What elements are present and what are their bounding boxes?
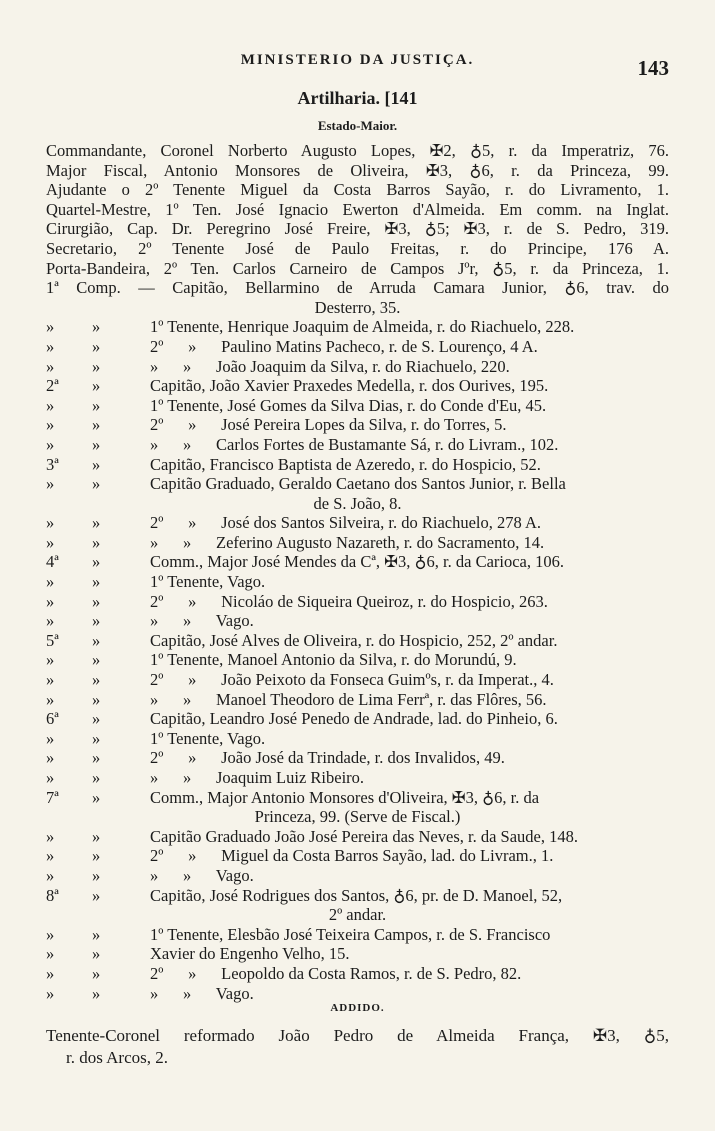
- company-marker: »: [46, 924, 55, 944]
- text-line: Major Fiscal, Antonio Monsores de Oliveira, ✠3, ♁6, r. da Princeza, 99.: [46, 160, 669, 180]
- ditto-marker: »: [92, 748, 101, 768]
- ditto-marker: »: [92, 963, 101, 983]
- ditto-marker: »: [92, 611, 101, 631]
- ditto-marker: »: [92, 376, 101, 396]
- company-row: [0, 415, 715, 435]
- company-marker: 4ª: [46, 552, 59, 572]
- company-row: [0, 827, 715, 847]
- entry-text: » » Vago.: [150, 865, 254, 885]
- company-row: [0, 866, 715, 886]
- company-marker: »: [46, 963, 55, 983]
- ditto-marker: »: [92, 728, 101, 748]
- company-row: [0, 925, 715, 945]
- company-row: [0, 944, 715, 964]
- company-row: [0, 376, 715, 396]
- entry-text: Capitão, João Xavier Praxedes Medella, r. dos Ourives, 195.: [150, 376, 549, 396]
- entry-text: 1º Tenente, Elesbão José Teixeira Campos, r. de S. Francisco: [150, 924, 551, 944]
- company-row: [0, 513, 715, 533]
- company-marker: »: [46, 591, 55, 611]
- entry-text: Capitão, José Rodrigues dos Santos, ♁6, pr. de D. Manoel, 52,: [150, 885, 563, 905]
- ditto-marker: »: [92, 689, 101, 709]
- entry-text: Capitão, Francisco Baptista de Azeredo, r. do Hospicio, 52.: [150, 454, 541, 474]
- entry-text: » » João Joaquim da Silva, r. do Riachuelo, 220.: [150, 356, 510, 376]
- ditto-marker: »: [92, 630, 101, 650]
- entry-text: » » Manoel Theodoro de Lima Ferrª, r. das Flôres, 56.: [150, 689, 547, 709]
- company-marker: 2ª: [46, 376, 59, 396]
- entry-text: Capitão, José Alves de Oliveira, r. do Hospicio, 252, 2º andar.: [150, 630, 558, 650]
- text-line: Ajudante o 2º Tenente Miguel da Costa Barros Sayão, r. do Livramento, 1.: [46, 180, 669, 200]
- company-row: [0, 670, 715, 690]
- ditto-marker: »: [92, 336, 101, 356]
- continuation-line: Desterro, 35.: [314, 297, 401, 317]
- company-row: [0, 788, 715, 808]
- addido-line-1: Tenente-Coronel reformado João Pedro de Almeida França, ✠3, ♁5,: [46, 1026, 669, 1045]
- entry-text: Capitão Graduado João José Pereira das Neves, r. da Saude, 148.: [150, 826, 578, 846]
- entry-text: Comm., Major José Mendes da Cª, ✠3, ♁6, r. da Carioca, 106.: [150, 552, 565, 572]
- entry-text: Capitão, Leandro José Penedo de Andrade, lad. do Pinheio, 6.: [150, 709, 558, 729]
- company-row: [0, 474, 715, 494]
- entry-text: 1º Tenente, Manoel Antonio da Silva, r. do Morundú, 9.: [150, 650, 517, 670]
- ditto-marker: »: [92, 591, 101, 611]
- ditto-marker: »: [92, 709, 101, 729]
- ditto-marker: »: [92, 395, 101, 415]
- ditto-marker: »: [92, 513, 101, 533]
- entry-text: 2º » Nicoláo de Siqueira Queiroz, r. do Hospicio, 263.: [150, 591, 548, 611]
- entry-text: 1º Tenente, José Gomes da Silva Dias, r. do Conde d'Eu, 45.: [150, 395, 547, 415]
- entry-text: Xavier do Engenho Velho, 15.: [150, 944, 350, 964]
- entry-text: 2º » Leopoldo da Costa Ramos, r. de S. Pedro, 82.: [150, 963, 522, 983]
- company-marker: »: [46, 572, 55, 592]
- continuation-line: de S. João, 8.: [313, 493, 402, 513]
- text-line: Porta-Bandeira, 2º Ten. Carlos Carneiro de Campos Jºr, ♁5, r. da Princeza, 1.: [46, 258, 669, 278]
- company-row: [0, 729, 715, 749]
- ditto-marker: »: [92, 434, 101, 454]
- company-marker: »: [46, 415, 55, 435]
- company-row: [0, 709, 715, 729]
- company-marker: »: [46, 611, 55, 631]
- company-marker: »: [46, 513, 55, 533]
- company-marker: 5ª: [46, 630, 59, 650]
- company-marker: »: [46, 983, 55, 1003]
- ditto-marker: »: [92, 532, 101, 552]
- company-marker: »: [46, 395, 55, 415]
- company-row: [0, 396, 715, 416]
- company-marker: 6ª: [46, 709, 59, 729]
- company-row: [0, 631, 715, 651]
- entry-text: 2º » José dos Santos Silveira, r. do Riachuelo, 278 A.: [150, 513, 542, 533]
- entry-text: » » Joaquim Luiz Ribeiro.: [150, 768, 365, 787]
- company-row: [0, 455, 715, 475]
- ditto-marker: »: [92, 983, 101, 1003]
- entry-text: 1º Tenente, Henrique Joaquim de Almeida, r. do Riachuelo, 228.: [150, 317, 575, 337]
- company-row: [0, 984, 715, 1004]
- company-marker: »: [46, 865, 55, 885]
- company-row: [0, 846, 715, 866]
- text-line: Quartel-Mestre, 1º Ten. José Ignacio Ewerton d'Almeida. Em comm. na Inglat.: [46, 199, 669, 219]
- ditto-marker: »: [92, 317, 101, 337]
- company-marker: »: [46, 768, 55, 787]
- company-marker: 7ª: [46, 787, 59, 807]
- continuation-line: 2º andar.: [328, 905, 387, 925]
- ditto-marker: »: [92, 924, 101, 944]
- ditto-marker: »: [92, 415, 101, 435]
- entry-text: » » Vago.: [150, 983, 254, 1003]
- page-header: [0, 52, 715, 80]
- entry-text: 2º » Paulino Matins Pacheco, r. de S. Lourenço, 4 A.: [150, 336, 538, 356]
- ditto-marker: »: [92, 552, 101, 572]
- company-marker: »: [46, 650, 55, 670]
- entry-text: 2º » João Peixoto da Fonseca Guimºs, r. da Imperat., 4.: [150, 670, 554, 690]
- entry-text: 2º » José Pereira Lopes da Silva, r. do Torres, 5.: [150, 415, 507, 435]
- company-marker: »: [46, 826, 55, 846]
- company-marker: »: [46, 336, 55, 356]
- text-line: Cirurgião, Cap. Dr. Peregrino José Freire, ✠3, ♁5; ✠3, r. de S. Pedro, 319.: [46, 219, 669, 239]
- ditto-marker: »: [92, 572, 101, 592]
- text-body: [0, 141, 715, 1003]
- company-marker: »: [46, 532, 55, 552]
- ditto-marker: »: [92, 787, 101, 807]
- entry-text: » » Zeferino Augusto Nazareth, r. do Sacramento, 14.: [150, 532, 545, 552]
- company-row: [0, 886, 715, 906]
- company-marker: »: [46, 846, 55, 866]
- company-row: [0, 650, 715, 670]
- company-marker: »: [46, 728, 55, 748]
- company-row: [0, 337, 715, 357]
- company-marker: »: [46, 317, 55, 337]
- entry-text: » » Vago.: [150, 611, 254, 631]
- entry-text: Capitão Graduado, Geraldo Caetano dos Santos Junior, r. Bella: [150, 474, 566, 494]
- company-marker: »: [46, 434, 55, 454]
- subsection-title: Estado-Maior.: [317, 118, 398, 133]
- company-marker: »: [46, 474, 55, 494]
- company-row: [0, 690, 715, 710]
- entry-text: 1º Tenente, Vago.: [150, 728, 266, 748]
- entry-text: 2º » João José da Trindade, r. dos Invalidos, 49.: [150, 748, 505, 768]
- company-row: [0, 552, 715, 572]
- text-line: Commandante, Coronel Norberto Augusto Lopes, ✠2, ♁5, r. da Imperatriz, 76.: [46, 141, 669, 160]
- section-title: Artilharia. [141: [297, 88, 418, 108]
- entry-text: » » Carlos Fortes de Bustamante Sá, r. do Livram., 102.: [150, 434, 559, 454]
- running-title: MINISTERIO DA JUSTIÇA.: [240, 52, 475, 68]
- addido-entry: [46, 1025, 669, 1069]
- company-row: [0, 572, 715, 592]
- ditto-marker: »: [92, 944, 101, 964]
- ditto-marker: »: [92, 885, 101, 905]
- company-row: [0, 533, 715, 553]
- company-row: [0, 964, 715, 984]
- company-marker: »: [46, 670, 55, 690]
- company-row: [0, 435, 715, 455]
- ditto-marker: »: [92, 865, 101, 885]
- company-row: [0, 611, 715, 631]
- addido-line-2: r. dos Arcos, 2.: [66, 1048, 168, 1067]
- ditto-marker: »: [92, 650, 101, 670]
- page-number: 143: [637, 56, 669, 80]
- company-row: [0, 317, 715, 337]
- ditto-marker: »: [92, 454, 101, 474]
- company-marker: 3ª: [46, 454, 59, 474]
- company-marker: »: [46, 944, 55, 964]
- ditto-marker: »: [92, 768, 101, 787]
- company-row: [0, 357, 715, 377]
- ditto-marker: »: [92, 846, 101, 866]
- entry-text: 2º » Miguel da Costa Barros Sayão, lad. do Livram., 1.: [150, 846, 554, 866]
- company-marker: »: [46, 689, 55, 709]
- ditto-marker: »: [92, 826, 101, 846]
- ditto-marker: »: [92, 670, 101, 690]
- entry-text: 1º Tenente, Vago.: [150, 572, 266, 592]
- company-marker: »: [46, 356, 55, 376]
- company-row: [0, 748, 715, 768]
- entry-text: Comm., Major Antonio Monsores d'Oliveira, ✠3, ♁6, r. da: [150, 787, 540, 807]
- text-line: Secretario, 2º Tenente José de Paulo Freitas, r. do Principe, 176 A.: [46, 238, 669, 258]
- ditto-marker: »: [92, 356, 101, 376]
- company-marker: 8ª: [46, 885, 59, 905]
- addido-heading: ADDIDO.: [330, 1002, 385, 1014]
- company-row: [0, 768, 715, 788]
- text-line: 1ª Comp. — Capitão, Bellarmino de Arruda Camara Junior, ♁6, trav. do: [46, 278, 669, 298]
- continuation-line: Princeza, 99. (Serve de Fiscal.): [254, 807, 461, 827]
- company-marker: »: [46, 748, 55, 768]
- company-row: [0, 592, 715, 612]
- ditto-marker: »: [92, 474, 101, 494]
